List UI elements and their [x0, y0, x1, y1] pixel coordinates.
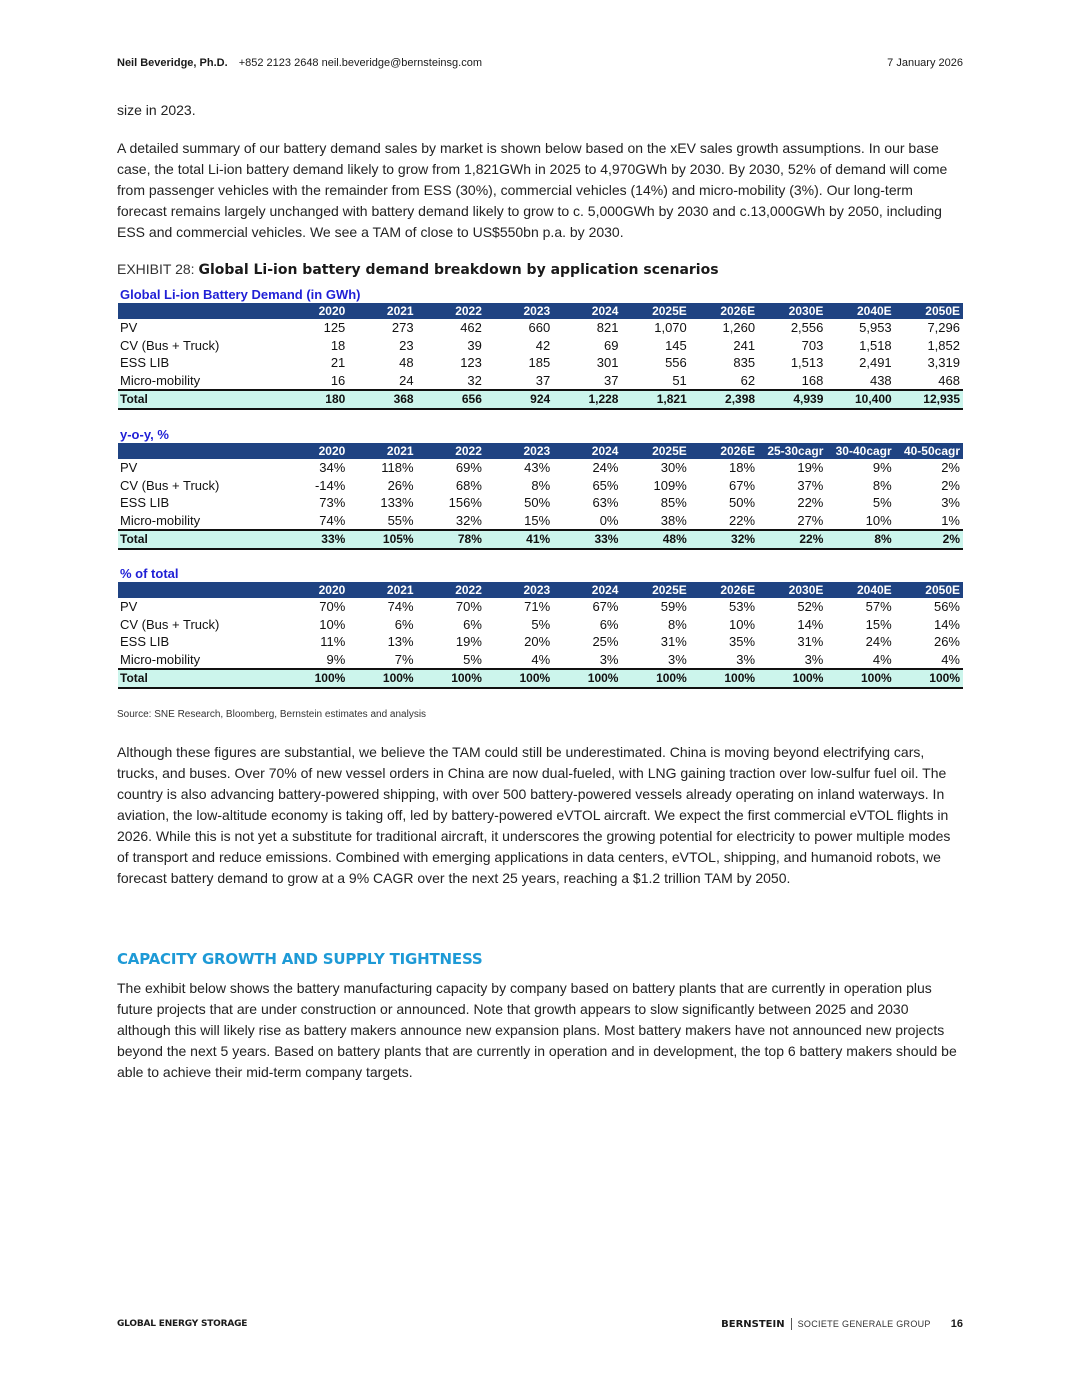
row-label: Total [118, 530, 280, 549]
table-cell: 145 [665, 337, 687, 353]
table-cell: 23 [399, 337, 414, 353]
column-header: 2026E [690, 303, 758, 319]
table-row [118, 459, 963, 477]
table-cell: 70% [455, 599, 482, 615]
table-cell: 37% [797, 477, 824, 493]
table-header-row [118, 303, 963, 319]
table-cell: 1,513 [790, 355, 824, 371]
table-cell: 13% [387, 634, 414, 650]
column-header: 25-30cagr [758, 443, 826, 459]
column-header: 2020 [280, 443, 348, 459]
table-cell: 37 [553, 372, 621, 390]
table-cell: 31% [660, 634, 687, 650]
column-header: 2021 [348, 303, 416, 319]
table-cell: 2,556 [790, 320, 824, 336]
column-header: 2040E [826, 303, 894, 319]
table-cell: 65% [592, 477, 619, 493]
column-header: 2022 [417, 443, 485, 459]
table-cell: 9% [280, 651, 348, 669]
table-cell: 5% [531, 616, 551, 632]
row-label: Micro-mobility [118, 651, 280, 669]
table-cell: 22% [797, 495, 824, 511]
table-cell: 12,935 [895, 390, 963, 409]
table-cell: 100% [553, 669, 621, 688]
column-header: 2022 [417, 303, 485, 319]
exhibit-source: Source: SNE Research, Bloomberg, Bernstein estimates and analysis [117, 709, 427, 720]
table-cell: 100% [690, 669, 758, 688]
row-label: Total [118, 669, 280, 688]
footer-divider [791, 1318, 792, 1330]
table-cell: 73% [319, 495, 346, 511]
table-cell: 37 [485, 372, 553, 390]
table-cell: 3% [941, 495, 960, 511]
table-cell: 301 [596, 355, 619, 371]
table-cell: 10% [319, 616, 346, 632]
table-cell: 168 [758, 372, 826, 390]
column-header: 2024 [553, 582, 621, 598]
table-row [118, 633, 963, 651]
footer-brand-group [721, 1318, 963, 1330]
table-cell: 15% [865, 616, 892, 632]
column-header: 2020 [280, 582, 348, 598]
page-footer [117, 1318, 963, 1332]
table-cell: 185 [528, 355, 551, 371]
table-cell: 35% [729, 634, 756, 650]
table-row [118, 337, 963, 355]
column-header: 2025E [621, 303, 689, 319]
table-cell: 26% [933, 634, 960, 650]
table-cell: 18 [330, 337, 346, 353]
column-header: 2024 [553, 303, 621, 319]
table-cell: 462 [460, 320, 482, 336]
yoy-table-caption: y-o-y, % [120, 427, 169, 442]
table-cell: 4% [826, 651, 894, 669]
table-cell: 63% [592, 495, 619, 511]
share-table-caption: % of total [120, 566, 179, 581]
table-cell: 33% [280, 530, 348, 549]
page-header [117, 57, 963, 73]
table-cell: 3% [758, 651, 826, 669]
column-header: 2030E [758, 303, 826, 319]
table-cell: 48% [621, 530, 689, 549]
column-header: 2030E [758, 582, 826, 598]
table-cell: 4% [485, 651, 553, 669]
table-cell: 14% [797, 616, 824, 632]
table-cell: 8% [872, 477, 892, 493]
row-label: ESS LIB [120, 634, 170, 650]
table-cell: 3% [690, 651, 758, 669]
table-cell: 835 [733, 355, 756, 371]
table-cell: 21 [330, 355, 346, 371]
table-cell: 34% [319, 460, 346, 476]
table-cell: 8% [531, 477, 551, 493]
table-cell: 33% [553, 530, 621, 549]
table-cell: 14% [933, 616, 960, 632]
column-header: 2023 [485, 443, 553, 459]
table-row [118, 354, 963, 372]
table-cell: 100% [621, 669, 689, 688]
table-cell: 10,400 [826, 390, 894, 409]
author-email[interactable]: neil.beveridge@bernsteinsg.com [321, 57, 482, 69]
table-cell: 118% [381, 460, 414, 476]
table-cell: 41% [485, 530, 553, 549]
table-cell: 48 [399, 355, 414, 371]
table-cell: 180 [280, 390, 348, 409]
table-cell: 123 [460, 355, 482, 371]
exhibit-name: Global Li-ion battery demand breakdown by application scenarios [198, 262, 719, 278]
table-cell: 0% [553, 512, 621, 530]
table-cell: 68% [455, 477, 482, 493]
table-cell: 24% [592, 460, 619, 476]
exhibit-label: EXHIBIT 28: [117, 261, 195, 277]
table-cell: 156% [448, 495, 482, 511]
section-heading: CAPACITY GROWTH AND SUPPLY TIGHTNESS [117, 950, 483, 968]
table-cell: 1,518 [859, 337, 892, 353]
table-cell: -14% [314, 477, 346, 493]
table-cell: 703 [801, 337, 824, 353]
table-cell: 660 [528, 320, 551, 336]
table-cell: 32% [417, 512, 485, 530]
table-cell: 52% [797, 599, 824, 615]
table-cell: 11% [320, 634, 346, 650]
table-cell: 10% [826, 512, 894, 530]
table-cell: 2% [895, 530, 963, 549]
table-row [118, 512, 963, 530]
column-header: 2040E [826, 582, 894, 598]
table-cell: 5% [872, 495, 892, 511]
table-cell: 6% [394, 616, 414, 632]
table-cell: 368 [348, 390, 416, 409]
table-cell: 22% [758, 530, 826, 549]
table-cell: 32 [417, 372, 485, 390]
table-cell: 30% [660, 460, 687, 476]
table-total-row [118, 530, 963, 549]
table-cell: 1,821 [621, 390, 689, 409]
row-label: ESS LIB [120, 355, 170, 371]
footer-section-name: GLOBAL ENERGY STORAGE [117, 1319, 248, 1329]
table-cell: 50% [729, 495, 756, 511]
column-header: 2020 [280, 303, 348, 319]
row-label: PV [120, 320, 138, 336]
table-cell: 74% [387, 599, 414, 615]
column-header: 2022 [417, 582, 485, 598]
table-row [118, 616, 963, 634]
table-cell: 85% [660, 495, 687, 511]
table-cell: 4,939 [758, 390, 826, 409]
table-header-row [118, 443, 963, 459]
table-cell: 1,228 [553, 390, 621, 409]
table-cell: 6% [463, 616, 482, 632]
table-cell: 1,852 [927, 337, 960, 353]
table-cell: 27% [758, 512, 826, 530]
table-cell: 38% [621, 512, 689, 530]
table-cell: 39 [467, 337, 482, 353]
table-cell: 56% [933, 599, 960, 615]
table-cell: 4% [895, 651, 963, 669]
column-header-label [118, 303, 280, 319]
table-cell: 31% [797, 634, 824, 650]
table-cell: 924 [485, 390, 553, 409]
table-cell: 19% [455, 634, 482, 650]
column-header-label [118, 582, 280, 598]
row-label: CV (Bus + Truck) [120, 616, 220, 632]
table-cell: 70% [319, 599, 346, 615]
table-cell: 7% [348, 651, 416, 669]
table-cell: 3,319 [927, 355, 960, 371]
table-cell: 43% [524, 460, 551, 476]
table-cell: 105% [348, 530, 416, 549]
table-cell: 32% [690, 530, 758, 549]
table-row [118, 651, 963, 669]
author-phone: +852 2123 2648 [238, 57, 319, 69]
table-cell: 100% [417, 669, 485, 688]
report-date: 7 January 2026 [887, 57, 963, 69]
row-label: ESS LIB [120, 495, 170, 511]
table-cell: 5,953 [859, 320, 892, 336]
table-cell: 62 [690, 372, 758, 390]
table-cell: 24% [865, 634, 892, 650]
table-cell: 109% [653, 477, 687, 493]
table-cell: 42 [535, 337, 551, 353]
column-header: 2050E [895, 582, 963, 598]
yoy-table [118, 443, 963, 550]
page-number: 16 [950, 1318, 963, 1330]
table-cell: 2% [941, 477, 960, 493]
column-header: 2026E [690, 582, 758, 598]
table-cell: 241 [733, 337, 756, 353]
table-cell: 22% [690, 512, 758, 530]
table-cell: 25% [592, 634, 619, 650]
table-cell: 26% [387, 477, 414, 493]
table-cell: 6% [599, 616, 619, 632]
table-cell: 2,398 [690, 390, 758, 409]
table-cell: 50% [524, 495, 551, 511]
table-row [118, 598, 963, 616]
column-header: 2025E [621, 582, 689, 598]
table-cell: 71% [524, 599, 551, 615]
row-label: CV (Bus + Truck) [120, 337, 220, 353]
paragraph-capacity: The exhibit below shows the battery manufacturing capacity by company based on battery plants that are currently in operation plus future projects that are under construction or announced. Note that growth appears to slow significantly between 2025 and 2030 although this will likely rise as battery makers announce new expansion plans. Most battery makers have not announced new projects beyond the next 5 years. Based on battery plants that are currently in operation and in development, the top 6 battery makers should be able to achieve their mid-term company targets. [117, 980, 957, 1080]
column-header: 40-50cagr [895, 443, 963, 459]
table-cell: 53% [729, 599, 756, 615]
table-total-row [118, 669, 963, 688]
table-cell: 69 [604, 337, 619, 353]
table-total-row [118, 390, 963, 409]
column-header: 2024 [553, 443, 621, 459]
column-header: 2050E [895, 303, 963, 319]
column-header: 2023 [485, 303, 553, 319]
table-cell: 3% [553, 651, 621, 669]
table-cell: 8% [667, 616, 687, 632]
exhibit-title [117, 261, 719, 278]
table-cell: 7,296 [927, 320, 960, 336]
footer-group-name: SOCIETE GENERALE GROUP [797, 1319, 931, 1329]
table-cell: 10% [729, 616, 756, 632]
table-row [118, 477, 963, 495]
demand-table [118, 303, 963, 410]
table-cell: 100% [758, 669, 826, 688]
table-cell: 59% [660, 599, 687, 615]
table-cell: 2% [941, 460, 960, 476]
row-label: Micro-mobility [118, 372, 280, 390]
table-cell: 67% [729, 477, 756, 493]
author-name: Neil Beveridge, Ph.D. [117, 57, 228, 69]
demand-table-block [118, 286, 963, 410]
table-cell: 556 [665, 355, 687, 371]
table-cell: 1,070 [654, 320, 687, 336]
bernstein-logo: BERNSTEIN [721, 1318, 785, 1330]
table-cell: 57% [865, 599, 892, 615]
table-cell: 20% [524, 634, 551, 650]
table-cell: 8% [826, 530, 894, 549]
table-cell: 100% [348, 669, 416, 688]
column-header: 2021 [348, 443, 416, 459]
column-header: 2023 [485, 582, 553, 598]
paragraph-tam: Although these figures are substantial, we believe the TAM could still be underestimated. China is moving beyond electrifying cars, trucks, and buses. Over 70% of new vessel orders in China are now dual-fueled, with LNG gaining traction over low-sulfur fuel oil. The country is also advancing battery-powered shipping, with over 500 battery-powered vessels already operating on inland waterways. In aviation, the low-altitude economy is taking off, led by battery-powered eVTOL aircraft. We expect the first commercial eVTOL flights in 2026. While this is not yet a substitute for traditional aircraft, it underscores the growing potential for electricity to power multiple modes of transport and reduce emissions. Combined with emerging applications in data centers, eVTOL, shipping, and humanoid robots, we forecast battery demand to grow at a 9% CAGR over the next 25 years, reaching a $1.2 trillion TAM by 2050. [117, 744, 951, 886]
row-label: PV [120, 460, 138, 476]
table-cell: 16 [280, 372, 348, 390]
table-cell: 273 [391, 320, 414, 336]
table-cell: 100% [895, 669, 963, 688]
column-header: 30-40cagr [826, 443, 894, 459]
table-cell: 78% [417, 530, 485, 549]
table-cell: 18% [729, 460, 756, 476]
share-table [118, 582, 963, 689]
table-cell: 438 [826, 372, 894, 390]
column-header-label [118, 443, 280, 459]
table-cell: 125 [323, 320, 346, 336]
yoy-table-block [118, 426, 963, 550]
paragraph-intro: size in 2023. [117, 102, 196, 118]
table-cell: 51 [621, 372, 689, 390]
table-cell: 1% [895, 512, 963, 530]
table-cell: 5% [417, 651, 485, 669]
table-cell: 19% [797, 460, 824, 476]
table-cell: 656 [417, 390, 485, 409]
table-cell: 2,491 [859, 355, 892, 371]
row-label: Micro-mobility [118, 512, 280, 530]
row-label: PV [120, 599, 138, 615]
table-row [118, 372, 963, 390]
column-header: 2021 [348, 582, 416, 598]
row-label: Total [118, 390, 280, 409]
table-header-row [118, 582, 963, 598]
table-cell: 468 [895, 372, 963, 390]
table-cell: 821 [596, 320, 619, 336]
table-cell: 15% [485, 512, 553, 530]
table-cell: 1,260 [722, 320, 756, 336]
table-row [118, 319, 963, 337]
share-table-block [118, 565, 963, 689]
table-cell: 100% [280, 669, 348, 688]
table-cell: 9% [872, 460, 892, 476]
table-cell: 55% [348, 512, 416, 530]
column-header: 2026E [690, 443, 758, 459]
table-cell: 100% [826, 669, 894, 688]
table-cell: 74% [280, 512, 348, 530]
table-row [118, 494, 963, 512]
table-cell: 3% [621, 651, 689, 669]
demand-table-caption: Global Li-ion Battery Demand (in GWh) [120, 287, 361, 302]
table-cell: 69% [455, 460, 482, 476]
table-cell: 133% [380, 495, 414, 511]
table-cell: 24 [348, 372, 416, 390]
paragraph-summary: A detailed summary of our battery demand sales by market is shown below based on the xEV sales growth assumptions. In our base case, the total Li-ion battery demand likely to grow from 1,821GWh in 2025 to 4,970GWh by 2030. By 2030, 52% of demand will come from passenger vehicles with the remainder from ESS (30%), commercial vehicles (14%) and micro-mobility (3%). Our long-term forecast remains largely unchanged with battery demand likely to grow to c. 5,000GWh by 2030 and c.13,000GWh by 2050, including ESS and commercial vehicles. We see a TAM of close to US$550bn p.a. by 2030. [117, 140, 948, 240]
table-cell: 67% [592, 599, 619, 615]
column-header: 2025E [621, 443, 689, 459]
table-cell: 100% [485, 669, 553, 688]
row-label: CV (Bus + Truck) [120, 477, 220, 493]
